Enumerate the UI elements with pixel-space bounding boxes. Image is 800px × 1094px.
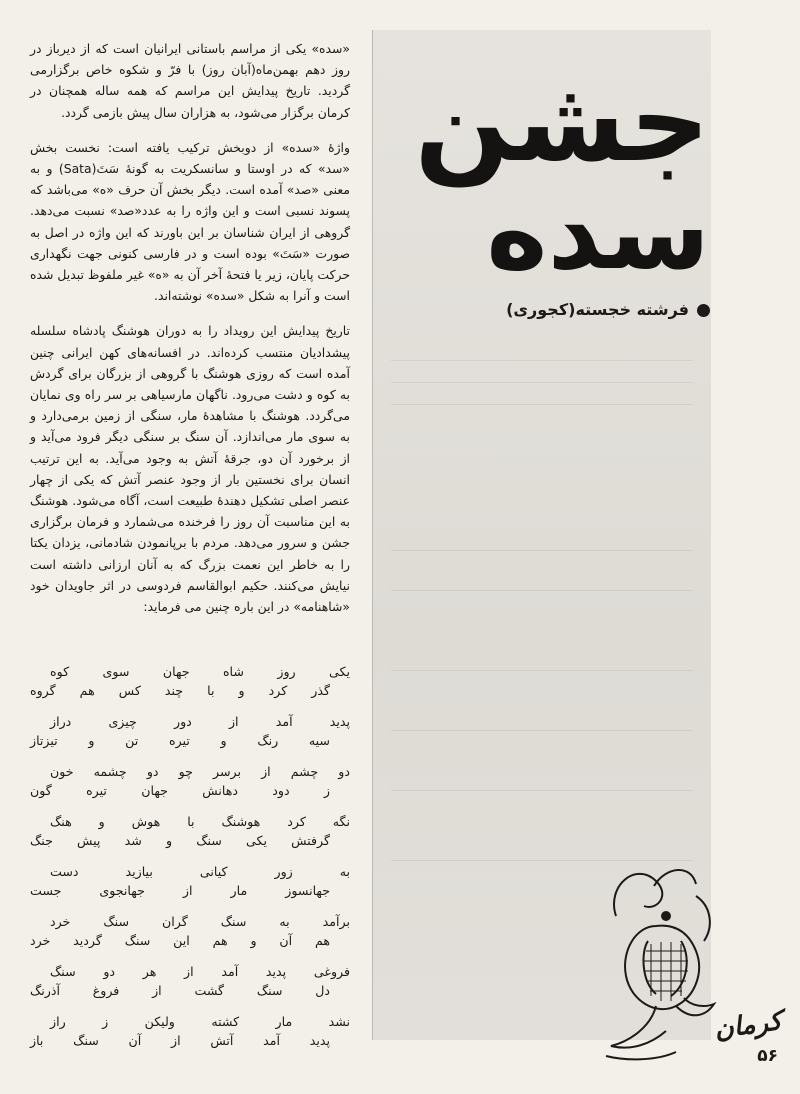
- floral-ornament-icon: [596, 856, 726, 1066]
- couplet: [30, 762, 350, 800]
- hemistich-2: جهانسوز مار از جهانجوی جست: [30, 883, 330, 898]
- hemistich-1: پدید آمد از دور چیزی دراز: [50, 714, 350, 729]
- couplet: [30, 662, 350, 700]
- hemistich-2: سیه رنگ و تیره تن و تیزتاز: [30, 733, 330, 748]
- couplet: [30, 912, 350, 950]
- hemistich-1: برآمد به سنگ گران سنگ خرد: [50, 914, 350, 929]
- bullet-icon: [697, 304, 710, 317]
- paragraph: واژهٔ «سده» از دوبخش ترکیب یافته است: نخست بخش «سد» که در اوستا و سانسکریت به گونهٔ سَتَ(Sata) و به معنی «صد» آمده است. دیگر بخش آن حرف «ه» می‌باشد که پسوند نسبی است و این واژه را به عدد«صد» نسبت می‌دهد. گروهی از ایران شناسان بر این باورند که این واژه در اصل به صورت «سَتَ» بوده است و در فارسی کنونی جهت نگهداری حرکت پایان، زیر یا فتحهٔ آخر آن به «ه» غیر ملفوظ تبدیل شده است و آنرا به شکل «سده» نوشته‌اند.: [30, 139, 350, 304]
- hemistich-1: به زور کیانی بیازید دست: [50, 864, 350, 879]
- author-name: فرشته خجسته(کجوری): [506, 300, 689, 319]
- hemistich-2: هم آن و هم این سنگ گردید خرد: [30, 933, 330, 948]
- hemistich-1: دو چشم از برسر چو دو چشمه خون: [50, 764, 350, 779]
- couplet: [30, 862, 350, 900]
- hemistich-1: فروغی پدید آمد از هر دو سنگ: [50, 964, 350, 979]
- hemistich-2: گذر کرد و با چند کس هم گروه: [30, 683, 330, 698]
- title-line-2: سده: [486, 171, 710, 293]
- article-body: [30, 38, 350, 631]
- hemistich-1: یکی روز شاه جهان سوی کوه: [50, 664, 350, 679]
- paragraph: تاریخ پیدایش این رویداد را به دوران هوشنگ پادشاه سلسله پیشدادیان منتسب کرده‌اند. در افسانه‌های کهن ایرانی چنین آمده است که روزی هوشنگ با گروهی از بزرگان برای گردش به کوه و دشت می‌رود. ناگهان مارسیاهی بر سر راه وی نمایان می‌گردد. هوشنگ با مشاهدهٔ مار، سنگی از زمین برمی‌دارد و به سوی مار می‌اندازد. آن سنگ بر سنگی دیگر فرود می‌آید و از برخورد آن دو، جرقهٔ آتش به وجود می‌آید. به این ترتیب انسان برای نخستین بار از وجود عنصر آتش که یکی از چهار عنصر اصلی تشکیل دهندهٔ طبیعت است، آگاه می‌شود. هوشنگ به این مناسبت آن روز را فرخنده می‌شمارد و فرمان برگزاری جشن و سرور می‌دهد. مردم با برپانمودن شادمانی، یزدان یکتا را به خاطر این نعمت بزرگ که به آنان ارزانی داشته است نیایش می‌کنند. حکیم ابوالقاسم فردوسی در اثر جاویدان خود «شاهنامه» در این باره چنین می فرماید:: [30, 323, 350, 615]
- poem: [30, 662, 350, 1062]
- couplet: [30, 712, 350, 750]
- hemistich-2: ز دود دهانش جهان تیره گون: [30, 783, 330, 798]
- hemistich-2: پدید آمد آتش از آن سنگ باز: [30, 1033, 330, 1048]
- couplet: [30, 812, 350, 850]
- title-line-1: جشن: [414, 57, 710, 187]
- hemistich-2: گرفتش یکی سنگ و شد پیش جنگ: [30, 833, 330, 848]
- couplet: [30, 962, 350, 1000]
- hemistich-1: نشد مار کشته ولیکن ز راز: [50, 1014, 350, 1029]
- author-byline: [410, 300, 710, 319]
- hemistich-2: دل سنگ گشت از فروغ آذرنگ: [30, 983, 330, 998]
- couplet: [30, 1012, 350, 1050]
- brand-logo: کرمان: [712, 1005, 784, 1046]
- paragraph: «سده» یکی از مراسم باستانی ایرانیان است که از دیرباز در روز دهم بهمن‌ماه(آبان روز) با فرّ و شکوه خاص برگزارمی گردید. تاریخ پیدایش این مراسم که همه ساله همچنان در کرمان برگزار می‌شود، به هزاران سال پیش بازمی گردد.: [30, 41, 350, 120]
- hemistich-1: نگه کرد هوشنگ با هوش و هنگ: [50, 814, 350, 829]
- page-number: ۵۶: [757, 1046, 778, 1066]
